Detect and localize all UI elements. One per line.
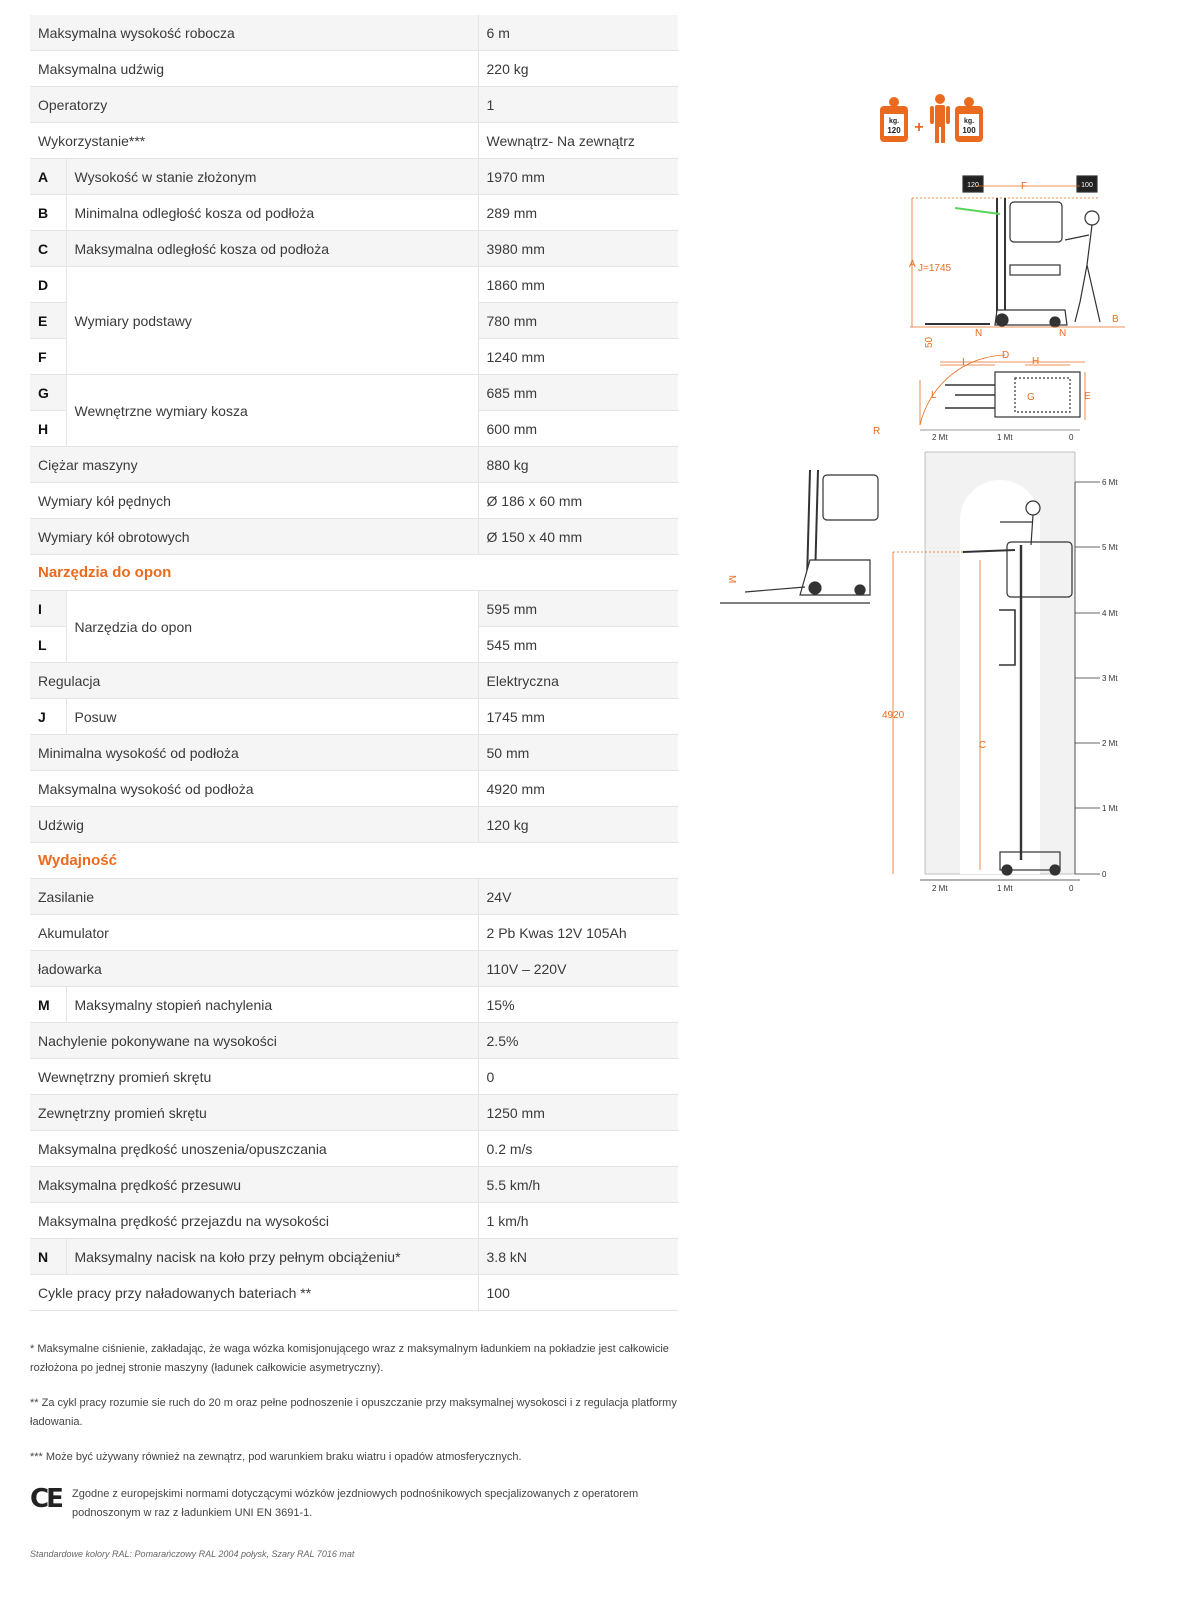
- svg-text:L: L: [931, 390, 937, 401]
- spec-row: [30, 591, 678, 627]
- spec-row: [30, 1023, 678, 1059]
- spec-value: 1250 mm: [478, 1095, 678, 1131]
- spec-value: 1 km/h: [478, 1203, 678, 1239]
- spec-value: 4920 mm: [478, 771, 678, 807]
- spec-label: Posuw: [66, 699, 478, 735]
- spec-row: [30, 1275, 678, 1311]
- dimension-code: C: [30, 231, 66, 267]
- top-view: [920, 355, 1085, 430]
- spec-row: [30, 771, 678, 807]
- spec-label: ładowarka: [30, 951, 478, 987]
- operator-icon: [930, 94, 950, 143]
- spec-label: Narzędzia do opon: [66, 591, 478, 663]
- spec-value: 880 kg: [478, 447, 678, 483]
- spec-label: Udźwig: [30, 807, 478, 843]
- svg-text:0: 0: [1069, 433, 1074, 442]
- svg-text:5 Mt: 5 Mt: [1102, 543, 1118, 552]
- spec-label: Regulacja: [30, 663, 478, 699]
- footnote-2: ** Za cykl pracy rozumie sie ruch do 20 m oraz pełne podnoszenie i opuszczanie przy maksymalnej wysokosci i z regulacja platformy ładowania.: [30, 1397, 677, 1428]
- technical-drawing: [715, 90, 1135, 900]
- spec-row: [30, 807, 678, 843]
- svg-text:H: H: [1032, 356, 1040, 367]
- svg-text:4920: 4920: [882, 710, 905, 721]
- spec-value: 120 kg: [478, 807, 678, 843]
- spec-value: 289 mm: [478, 195, 678, 231]
- spec-row: [30, 951, 678, 987]
- spec-row: [30, 1059, 678, 1095]
- spec-label: Wymiary kół obrotowych: [30, 519, 478, 555]
- spec-label: Maksymalna prędkość przesuwu: [30, 1167, 478, 1203]
- spec-label: Wysokość w stanie złożonym: [66, 159, 478, 195]
- spec-value: 545 mm: [478, 627, 678, 663]
- svg-text:100: 100: [962, 126, 976, 135]
- svg-text:1 Mt: 1 Mt: [997, 884, 1013, 893]
- dimension-code: G: [30, 375, 66, 411]
- elevation-view: [893, 452, 1100, 880]
- svg-text:120: 120: [967, 182, 979, 189]
- spec-row: [30, 231, 678, 267]
- svg-text:2 Mt: 2 Mt: [1102, 739, 1118, 748]
- svg-text:3 Mt: 3 Mt: [1102, 674, 1118, 683]
- svg-text:1 Mt: 1 Mt: [997, 433, 1013, 442]
- dimension-code: B: [30, 195, 66, 231]
- spec-label: Maksymalna wysokość od podłoża: [30, 771, 478, 807]
- standard-colors-note: Standardowe kolory RAL: Pomarańczowy RAL 2004 połysk, Szary RAL 7016 mat: [30, 1549, 355, 1559]
- spec-value: 2 Pb Kwas 12V 105Ah: [478, 915, 678, 951]
- side-view: [910, 176, 1125, 327]
- spec-value: Wewnątrz- Na zewnątrz: [478, 123, 678, 159]
- svg-text:A: A: [909, 259, 916, 270]
- svg-text:120: 120: [887, 126, 901, 135]
- spec-value: 3980 mm: [478, 231, 678, 267]
- spec-value: 15%: [478, 987, 678, 1023]
- spec-value: Ø 186 x 60 mm: [478, 483, 678, 519]
- dimension-code: F: [30, 339, 66, 375]
- dimension-code: H: [30, 411, 66, 447]
- spec-value: 3.8 kN: [478, 1239, 678, 1275]
- svg-text:I: I: [962, 357, 965, 368]
- spec-label: Maksymalna prędkość przejazdu na wysokości: [30, 1203, 478, 1239]
- spec-label: Wewnętrzne wymiary kosza: [66, 375, 478, 447]
- spec-row: [30, 915, 678, 951]
- spec-label: Operatorzy: [30, 87, 478, 123]
- spec-row: [30, 879, 678, 915]
- dimension-code: D: [30, 267, 66, 303]
- spec-row: [30, 1167, 678, 1203]
- spec-row: [30, 987, 678, 1023]
- spec-row: [30, 519, 678, 555]
- spec-value: 220 kg: [478, 51, 678, 87]
- dimension-code: A: [30, 159, 66, 195]
- dimension-code: I: [30, 591, 66, 627]
- spec-value: 6 m: [478, 15, 678, 51]
- svg-text:2 Mt: 2 Mt: [932, 433, 948, 442]
- svg-text:N: N: [975, 328, 983, 339]
- spec-value: 24V: [478, 879, 678, 915]
- svg-text:G: G: [1027, 392, 1035, 403]
- svg-text:100: 100: [1081, 182, 1093, 189]
- plus-icon: +: [914, 119, 924, 136]
- dimension-code: L: [30, 627, 66, 663]
- spec-row: [30, 483, 678, 519]
- svg-text:6 Mt: 6 Mt: [1102, 478, 1118, 487]
- spec-value: 2.5%: [478, 1023, 678, 1059]
- spec-value: 1240 mm: [478, 339, 678, 375]
- spec-label: Zasilanie: [30, 879, 478, 915]
- svg-text:kg.: kg.: [888, 118, 900, 125]
- svg-text:E: E: [1084, 391, 1091, 402]
- svg-text:D: D: [1002, 350, 1010, 361]
- svg-text:2 Mt: 2 Mt: [932, 884, 948, 893]
- svg-text:N: N: [1059, 328, 1067, 339]
- svg-text:4 Mt: 4 Mt: [1102, 609, 1118, 618]
- spec-value: 110V – 220V: [478, 951, 678, 987]
- spec-label: Minimalna odległość kosza od podłoża: [66, 195, 478, 231]
- spec-value: 1970 mm: [478, 159, 678, 195]
- spec-value: 685 mm: [478, 375, 678, 411]
- spec-row: [30, 447, 678, 483]
- spec-label: Ciężar maszyny: [30, 447, 478, 483]
- spec-label: Akumulator: [30, 915, 478, 951]
- spec-row: [30, 87, 678, 123]
- svg-text:R: R: [873, 426, 881, 437]
- spec-value: 0: [478, 1059, 678, 1095]
- spec-table: [30, 15, 678, 1311]
- spec-row: [30, 1203, 678, 1239]
- svg-text:J=1745: J=1745: [918, 263, 952, 274]
- spec-row: [30, 267, 678, 303]
- spec-row: [30, 15, 678, 51]
- spec-value: 780 mm: [478, 303, 678, 339]
- spec-row: [30, 51, 678, 87]
- svg-text:F: F: [1021, 181, 1028, 192]
- spec-value: 50 mm: [478, 735, 678, 771]
- spec-value: Ø 150 x 40 mm: [478, 519, 678, 555]
- spec-label: Cykle pracy przy naładowanych bateriach **: [30, 1275, 478, 1311]
- section-header: [30, 843, 678, 879]
- spec-row: [30, 375, 678, 411]
- spec-label: Maksymalna odległość kosza od podłoża: [66, 231, 478, 267]
- section-title: Narzędzia do opon: [30, 555, 678, 591]
- spec-label: Wykorzystanie***: [30, 123, 478, 159]
- ramp-view: [720, 470, 878, 603]
- spec-label: Maksymalny nacisk na koło przy pełnym obciążeniu*: [66, 1239, 478, 1275]
- dimension-code: M: [30, 987, 66, 1023]
- spec-row: [30, 123, 678, 159]
- spec-label: Wymiary podstawy: [66, 267, 478, 375]
- spec-label: Nachylenie pokonywane na wysokości: [30, 1023, 478, 1059]
- dimension-code: E: [30, 303, 66, 339]
- ce-compliance-text: Zgodne z europejskimi normami dotyczącymi wózków jezdniowych podnośnikowych specjalizowanych z operatorem podnoszonym w raz z ładunkiem UNI EN 3691-1.: [72, 1488, 639, 1519]
- spec-value: 1860 mm: [478, 267, 678, 303]
- spec-row: [30, 735, 678, 771]
- section-header: [30, 555, 678, 591]
- svg-text:C: C: [979, 740, 987, 751]
- section-title: Wydajność: [30, 843, 678, 879]
- spec-value: 595 mm: [478, 591, 678, 627]
- svg-text:kg.: kg.: [963, 118, 975, 125]
- spec-row: [30, 195, 678, 231]
- dimension-code: J: [30, 699, 66, 735]
- svg-text:B: B: [1112, 314, 1119, 325]
- spec-value: 600 mm: [478, 411, 678, 447]
- footnote-3: *** Może być używany również na zewnątrz, pod warunkiem braku wiatru i opadów atmosferycznych.: [30, 1451, 522, 1463]
- spec-label: Maksymalny stopień nachylenia: [66, 987, 478, 1023]
- spec-row: [30, 663, 678, 699]
- spec-value: Elektryczna: [478, 663, 678, 699]
- spec-row: [30, 699, 678, 735]
- spec-row: [30, 159, 678, 195]
- spec-label: Wymiary kół pędnych: [30, 483, 478, 519]
- spec-value: 1745 mm: [478, 699, 678, 735]
- spec-label: Minimalna wysokość od podłoża: [30, 735, 478, 771]
- spec-row: [30, 1095, 678, 1131]
- svg-text:1 Mt: 1 Mt: [1102, 804, 1118, 813]
- load-100kg-icon: [955, 97, 983, 142]
- svg-text:M: M: [726, 575, 737, 584]
- spec-value: 0.2 m/s: [478, 1131, 678, 1167]
- footnote-1: * Maksymalne ciśnienie, zakładając, że waga wózka komisjonującego wraz z maksymalnym ładunkiem na pokładzie jest całkowicie rozłożona po jednej stronie maszyny (ładunek całkowicie asymetryczny).: [30, 1343, 669, 1374]
- ce-mark-icon: CE: [30, 1484, 61, 1514]
- svg-text:0: 0: [1102, 870, 1107, 879]
- load-120kg-icon: [880, 97, 908, 142]
- dimension-code: N: [30, 1239, 66, 1275]
- spec-value: 5.5 km/h: [478, 1167, 678, 1203]
- spec-row: [30, 1131, 678, 1167]
- svg-text:0: 0: [1069, 884, 1074, 893]
- spec-label: Zewnętrzny promień skrętu: [30, 1095, 478, 1131]
- spec-row: [30, 1239, 678, 1275]
- svg-text:50: 50: [924, 336, 935, 348]
- spec-label: Maksymalna wysokość robocza: [30, 15, 478, 51]
- spec-value: 1: [478, 87, 678, 123]
- spec-label: Maksymalna udźwig: [30, 51, 478, 87]
- spec-label: Maksymalna prędkość unoszenia/opuszczania: [30, 1131, 478, 1167]
- spec-value: 100: [478, 1275, 678, 1311]
- spec-label: Wewnętrzny promień skrętu: [30, 1059, 478, 1095]
